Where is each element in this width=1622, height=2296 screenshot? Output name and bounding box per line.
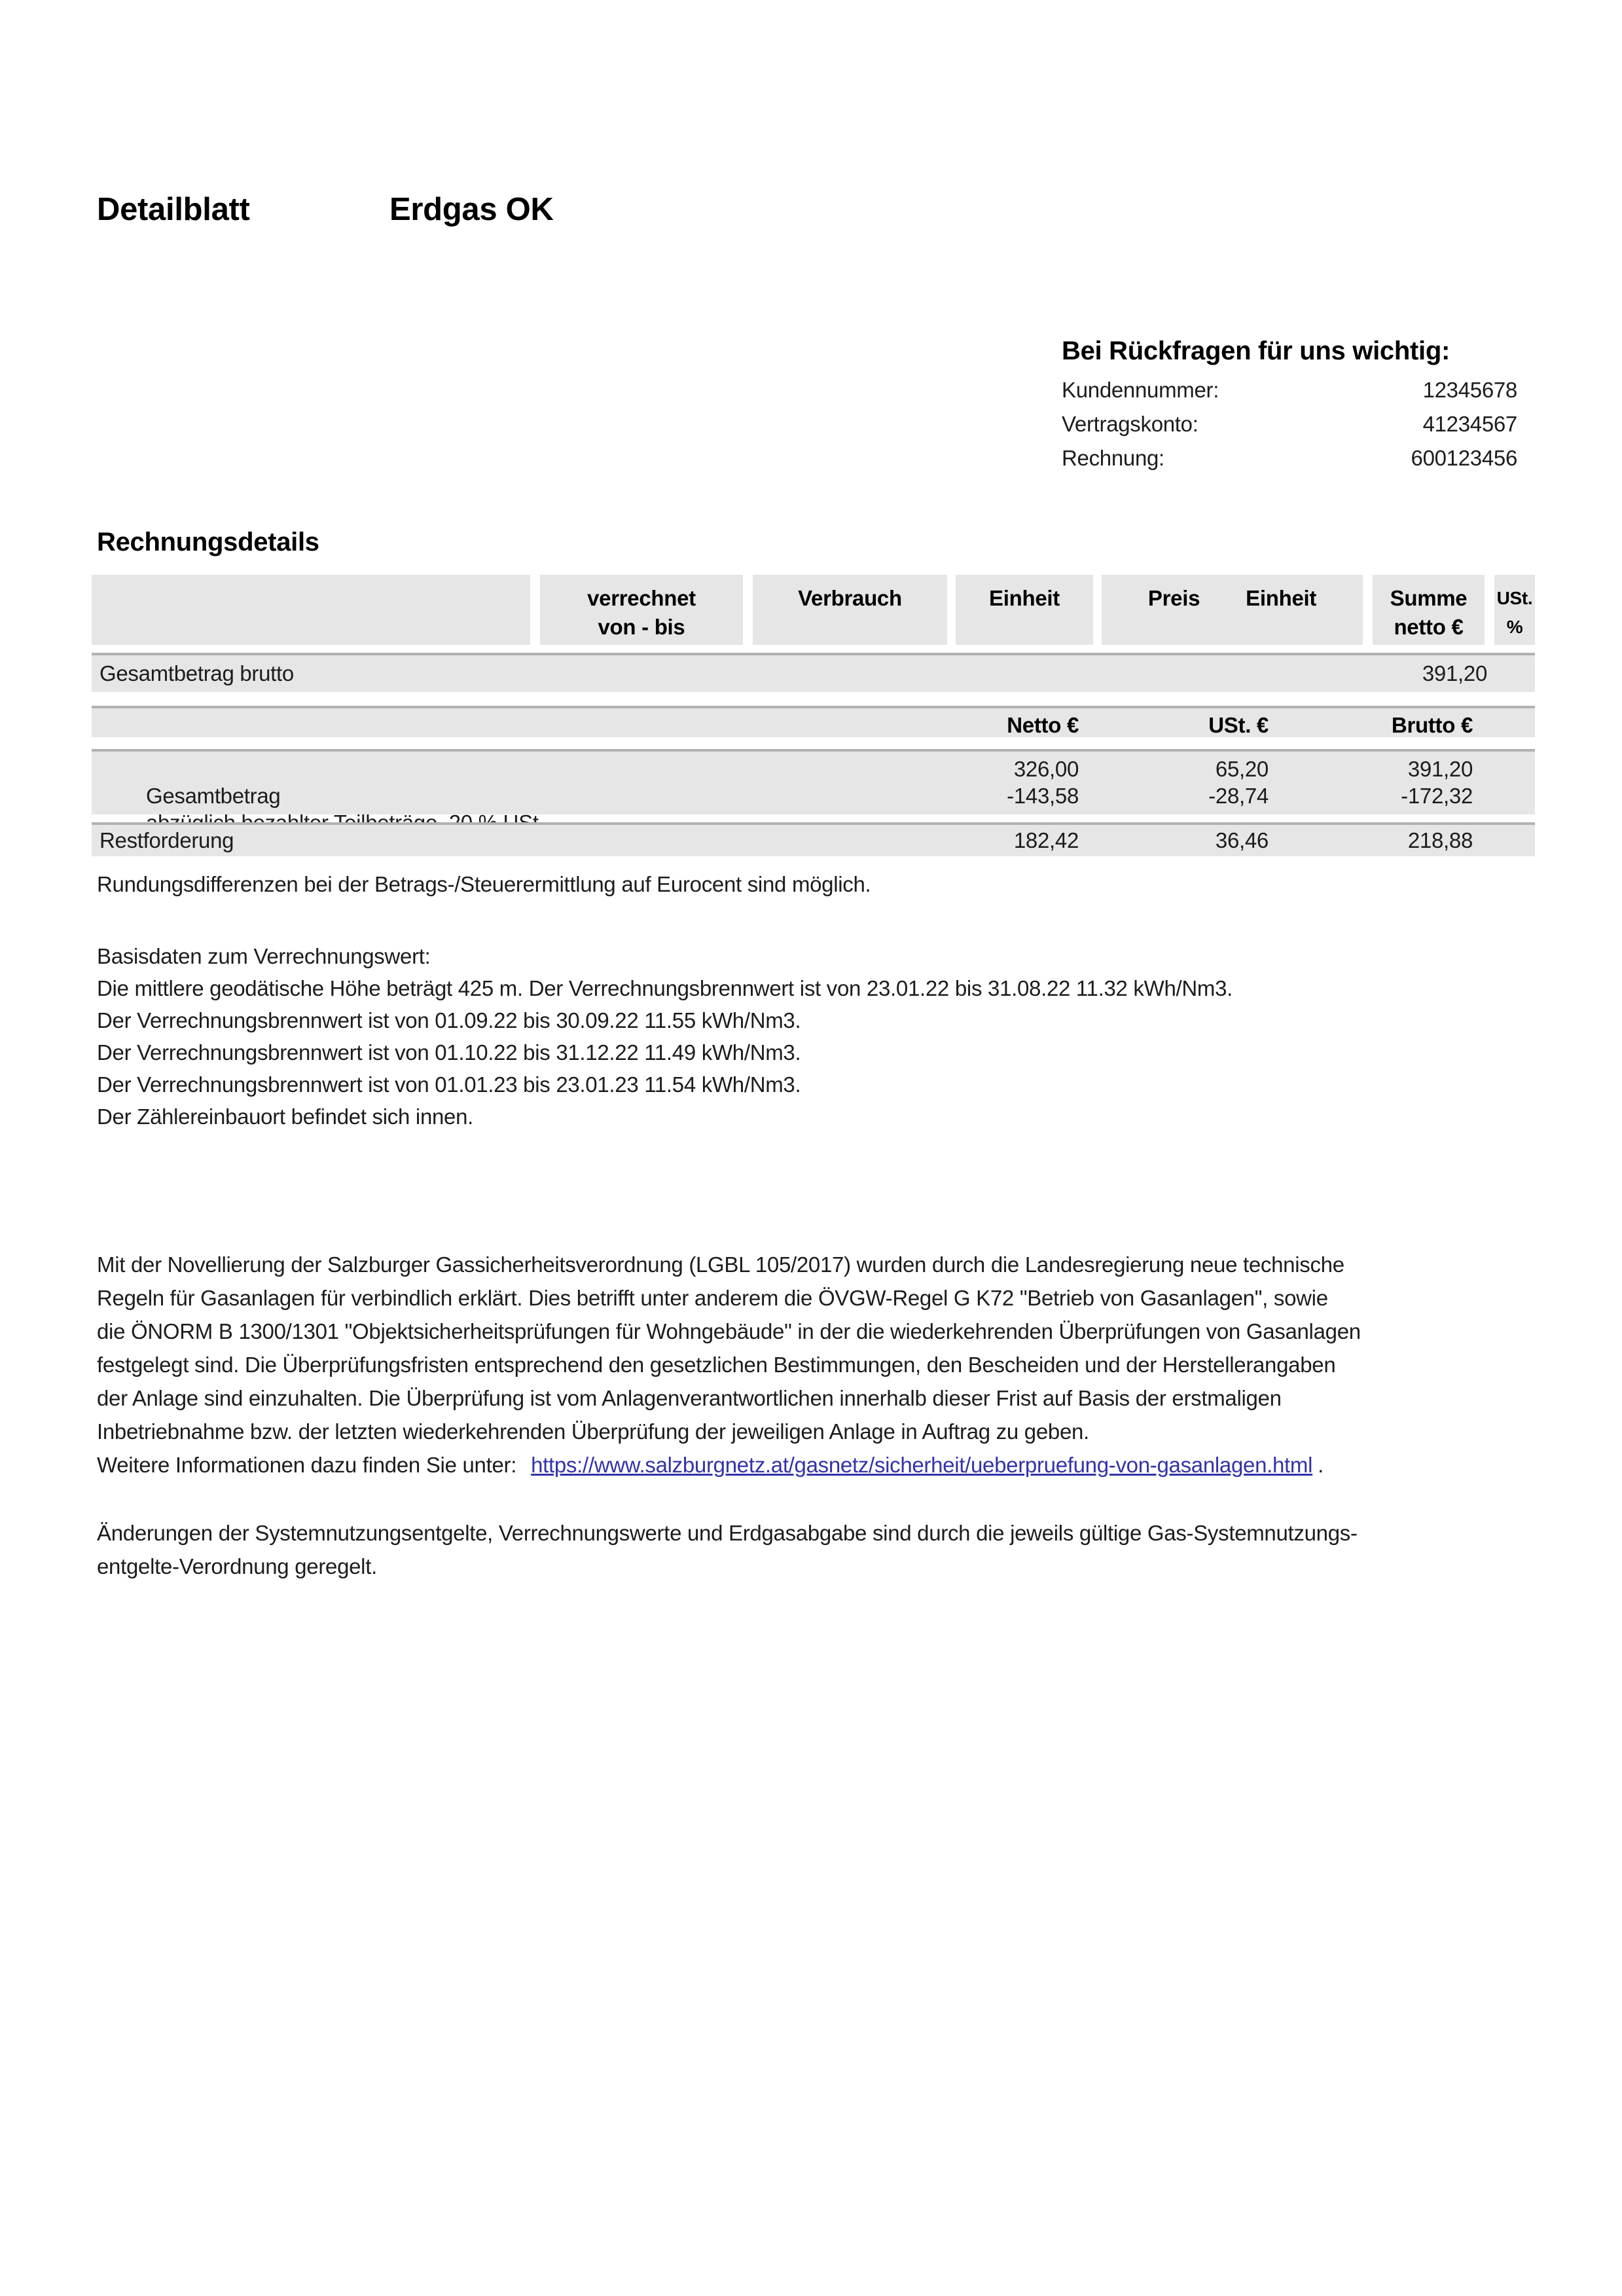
system-charges-paragraph [97, 1516, 1576, 1583]
contact-info-box [1062, 335, 1517, 475]
remaining-amount-label: Restforderung [99, 828, 234, 852]
amount-columns-header [92, 706, 1535, 737]
header-cell-price-unit: Preis Einheit [1102, 575, 1363, 645]
table-header-row [92, 575, 1535, 645]
customer-number-label: Kundennummer: [1062, 378, 1219, 402]
invoice-details-table [92, 575, 1535, 856]
contact-heading: Bei Rückfragen für uns wichtig: [1062, 337, 1450, 365]
remaining-amount-net: 182,42 [1013, 828, 1079, 852]
more-information-line [97, 1448, 1576, 1482]
basis-data-line: Der Verrechnungsbrennwert ist von 01.10.22 bis 31.12.22 11.49 kWh/Nm3. [97, 1040, 801, 1065]
basis-data-line: Der Verrechnungsbrennwert ist von 01.01.23 bis 23.01.23 11.54 kWh/Nm3. [97, 1072, 801, 1097]
basis-data-heading: Basisdaten zum Verrechnungswert: [97, 944, 431, 968]
total-and-partial-payments-block [92, 749, 1535, 814]
remaining-amount-row [92, 822, 1535, 856]
contract-account-value: 41234567 [1422, 412, 1517, 436]
partial-payments-net: -143,58 [1007, 784, 1079, 808]
invoice-number-row [1062, 441, 1517, 475]
paragraph-line: Mit der Novellierung der Salzburger Gassicherheitsverordnung (LGBL 105/2017) wurden durch die Landesregierung neue technische [97, 1252, 1344, 1277]
gross-total-value: 391,20 [1422, 661, 1487, 685]
link-prefix-text: Weitere Informationen dazu finden Sie unter: [97, 1453, 517, 1477]
paragraph-line: entgelte-Verordnung geregelt. [97, 1554, 377, 1578]
header-cell-unit: Einheit [956, 575, 1093, 645]
vat-column-header: USt. € [1208, 713, 1269, 737]
link-suffix-text: . [1318, 1453, 1324, 1477]
remaining-amount-gross: 218,88 [1407, 828, 1473, 852]
contract-account-row [1062, 407, 1517, 441]
invoice-details-heading: Rechnungsdetails [97, 528, 319, 556]
gas-safety-paragraph [97, 1248, 1576, 1482]
page-title: Detailblatt [97, 192, 250, 227]
paragraph-line: der Anlage sind einzuhalten. Die Überprüfung ist vom Anlagenverantwortlichen innerhalb dieser Frist auf Basis der erstmaligen [97, 1386, 1282, 1410]
contract-account-label: Vertragskonto: [1062, 412, 1198, 436]
remaining-amount-vat: 36,46 [1215, 828, 1269, 852]
gross-total-row [92, 653, 1535, 692]
paragraph-line: Regeln für Gasanlagen für verbindlich erklärt. Dies betrifft unter anderem die ÖVGW-Regel G K72 "Betrieb von Gasanlagen", sowie [97, 1286, 1328, 1310]
net-column-header: Netto € [1007, 713, 1079, 737]
paragraph-line: Inbetriebnahme bzw. der letzten wiederkehrenden Überprüfung der jeweiligen Anlage in Auftrag zu geben. [97, 1419, 1089, 1444]
total-gross: 391,20 [1407, 757, 1473, 781]
paragraph-line: die ÖNORM B 1300/1301 "Objektsicherheitsprüfungen für Wohngebäude" in der die wiederkehrenden Überprüfungen von Gasanlagen [97, 1319, 1361, 1343]
customer-number-value: 12345678 [1422, 378, 1517, 402]
header-cell-consumption: Verbrauch [753, 575, 947, 645]
invoice-number-value: 600123456 [1411, 446, 1517, 470]
paragraph-line: festgelegt sind. Die Überprüfungsfristen entsprechend den gesetzlichen Bestimmungen, den Bescheiden und der Herstellerangaben [97, 1353, 1336, 1377]
partial-payments-vat: -28,74 [1208, 784, 1269, 808]
gross-column-header: Brutto € [1391, 713, 1473, 737]
total-net: 326,00 [1013, 757, 1079, 781]
paragraph-line: Änderungen der Systemnutzungsentgelte, Verrechnungswerte und Erdgasabgabe sind durch die jeweils gültige Gas-Systemnutzungs- [97, 1521, 1358, 1545]
safety-info-link[interactable]: https://www.salzburgnetz.at/gasnetz/sicherheit/ueberpruefung-von-gasanlagen.html [531, 1453, 1313, 1477]
partial-payments-row [92, 782, 1535, 809]
page-subtitle: Erdgas OK [389, 192, 554, 227]
partial-payments-gross: -172,32 [1401, 784, 1473, 808]
basis-data-block [97, 940, 1563, 1133]
gross-total-label: Gesamtbetrag brutto [99, 661, 294, 685]
invoice-number-label: Rechnung: [1062, 446, 1164, 470]
header-cell-billed-period: verrechnet von - bis [540, 575, 743, 645]
header-cell-sum-net: Summe netto € [1373, 575, 1485, 645]
total-label: Gesamtbetrag [145, 784, 281, 808]
basis-data-line: Der Zählereinbauort befindet sich innen. [97, 1104, 474, 1129]
basis-data-line: Der Verrechnungsbrennwert ist von 01.09.22 bis 30.09.22 11.55 kWh/Nm3. [97, 1008, 801, 1032]
customer-number-row [1062, 373, 1517, 407]
basis-data-line: Die mittlere geodätische Höhe beträgt 425 m. Der Verrechnungsbrennwert ist von 23.01.22 bis 31.08.22 11.32 kWh/Nm3. [97, 976, 1233, 1000]
header-cell-empty [92, 575, 530, 645]
header-cell-vat-percent: USt. % [1494, 575, 1535, 645]
rounding-note: Rundungsdifferenzen bei der Betrags-/Steuerermittlung auf Eurocent sind möglich. [97, 872, 871, 896]
total-vat: 65,20 [1215, 757, 1269, 781]
